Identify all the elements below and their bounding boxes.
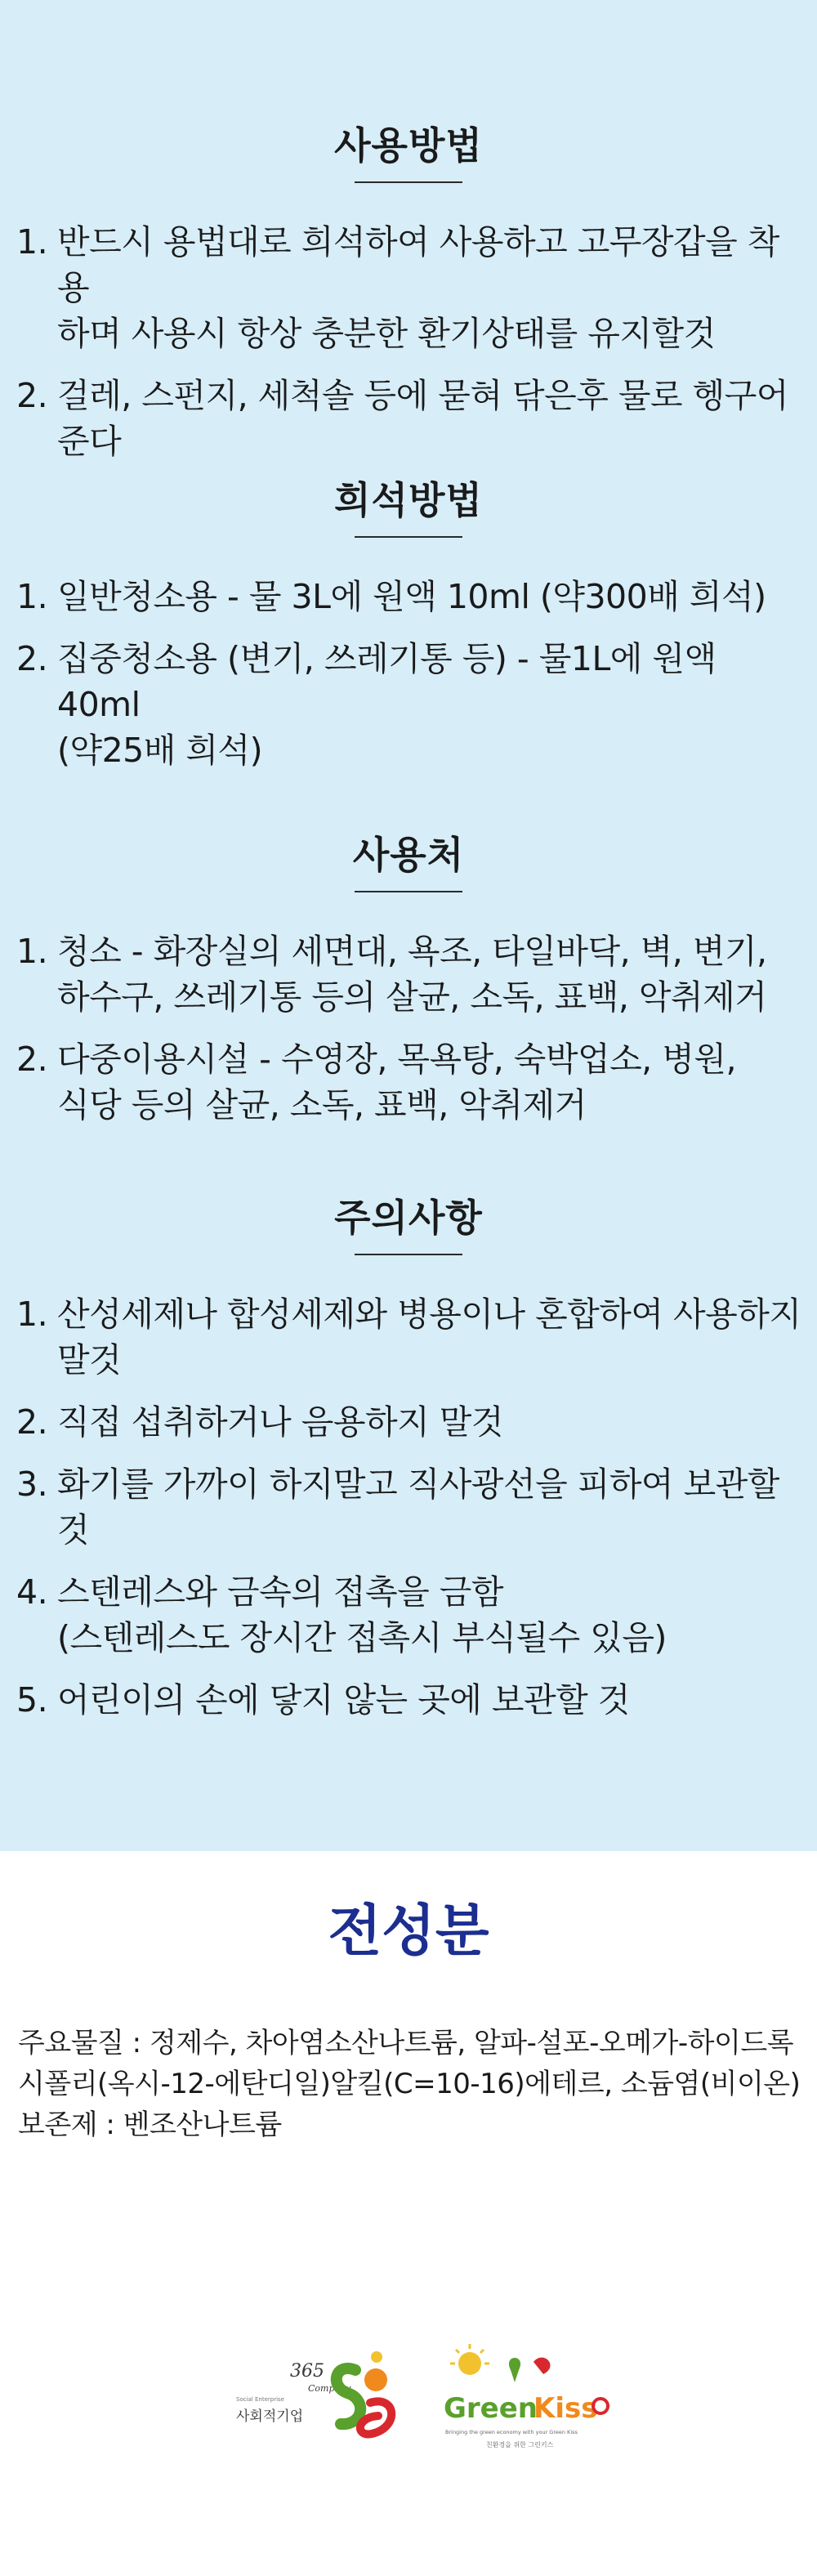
- item-text: 다중이용시설 - 수영장, 목욕탕, 숙박업소, 병원, 식당 등의 살균, 소독, 표백, 악취제거: [57, 1040, 736, 1125]
- item-text: 집중청소용 (변기, 쓰레기통 등) - 물1L에 원액 40ml (약25배 희석): [57, 639, 717, 770]
- logo-s-mark: [337, 2368, 360, 2424]
- list-item: [16, 1036, 817, 1128]
- item-text: 화기를 가까이 하지말고 직사광선을 피하여 보관할 것: [57, 1465, 779, 1550]
- item-number: 4.: [16, 1572, 48, 1612]
- logo-leaf-icon: [509, 2358, 520, 2382]
- list-item: [16, 373, 817, 464]
- dilution-list: [0, 574, 817, 773]
- usage-title: 사용방법: [334, 123, 483, 168]
- logo-365-text: 365: [290, 2361, 324, 2381]
- logo-sub-text: 친환경을 위한 그린키스: [486, 2441, 554, 2449]
- item-text: 어린이의 손에 닿지 않는 곳에 보관할 것: [57, 1680, 630, 1720]
- item-number: 1.: [16, 577, 48, 616]
- item-number: 1.: [16, 932, 48, 971]
- list-item: [16, 1399, 817, 1445]
- item-text: 걸레, 스펀지, 세척솔 등에 묻혀 닦은후 물로 헹구어 준다: [57, 376, 788, 461]
- logo-heart-icon: [534, 2358, 550, 2374]
- ingredients-title: 전성분: [328, 1898, 489, 1964]
- list-item: [16, 1677, 817, 1723]
- item-number: 2.: [16, 1402, 48, 1442]
- logo-orange-dot: [364, 2368, 387, 2391]
- item-number: 3.: [16, 1465, 48, 1504]
- list-item: [16, 636, 817, 773]
- logo-tagline: Bringing the green economy with your Green Kiss: [445, 2429, 578, 2435]
- list-item: [16, 574, 817, 619]
- logo-green-text: Green: [444, 2392, 538, 2425]
- item-number: 1.: [16, 1295, 48, 1334]
- logo-kiss-text: Kiss: [534, 2392, 598, 2425]
- dilution-title-underline: [355, 536, 462, 538]
- logo-label: 사회적기업: [236, 2408, 304, 2425]
- list-item: [16, 1291, 817, 1383]
- logo-tiny-text: Social Enterprise: [236, 2396, 284, 2403]
- uses-title: 사용처: [352, 833, 465, 877]
- item-text: 직접 섭취하거나 음용하지 말것: [57, 1402, 503, 1442]
- dilution-section: [0, 476, 817, 789]
- item-text: 청소 - 화장실의 세면대, 욕조, 타일바닥, 벽, 변기, 하수구, 쓰레기통 등의 살균, 소독, 표백, 악취제거: [57, 932, 767, 1017]
- item-number: 2.: [16, 376, 48, 415]
- usage-section: [0, 121, 817, 481]
- usage-list: [0, 219, 817, 464]
- logo-company-text: Company: [308, 2383, 351, 2394]
- uses-title-underline: [355, 891, 462, 892]
- caution-title-underline: [355, 1254, 462, 1255]
- logo-sun-icon: [458, 2352, 481, 2375]
- caution-title: 주의사항: [334, 1196, 483, 1240]
- greenkiss-logo: [437, 2337, 625, 2460]
- list-item: [16, 219, 817, 356]
- item-number: 5.: [16, 1680, 48, 1720]
- caution-section: [0, 1193, 817, 1739]
- item-number: 2.: [16, 1040, 48, 1079]
- dilution-title: 희석방법: [334, 478, 483, 522]
- logo-row: [0, 2337, 817, 2460]
- social-enterprise-logo: [233, 2346, 404, 2452]
- logo-yellow-dot: [371, 2351, 382, 2363]
- preservative: 보존제 : 벤조산나트륨: [18, 2109, 282, 2141]
- caution-list: [0, 1291, 817, 1723]
- item-number: 1.: [16, 222, 48, 262]
- list-item: [16, 1569, 817, 1661]
- ingredients-body: [18, 2023, 802, 2145]
- item-number: 2.: [16, 639, 48, 678]
- item-text: 산성세제나 합성세제와 병용이나 혼합하여 사용하지 말것: [57, 1295, 801, 1380]
- item-text: 일반청소용 - 물 3L에 원액 10ml (약300배 희석): [57, 577, 766, 616]
- usage-title-underline: [355, 181, 462, 183]
- uses-list: [0, 928, 817, 1128]
- main-ingredients: 주요물질 : 정제수, 차아염소산나트륨, 알파-설포-오메가-하이드록시폴리(옥시-12-에탄디일)알킬(C=10-16)에테르, 소듐염(비이온): [18, 2027, 801, 2100]
- list-item: [16, 1461, 817, 1553]
- item-text: 반드시 용법대로 희석하여 사용하고 고무장갑을 착용 하며 사용시 항상 충분한 환기상태를 유지할것: [57, 222, 779, 353]
- item-text: 스텐레스와 금속의 접촉을 금함 (스텐레스도 장시간 접촉시 부식될수 있음): [57, 1572, 667, 1657]
- uses-section: [0, 830, 817, 1144]
- list-item: [16, 928, 817, 1020]
